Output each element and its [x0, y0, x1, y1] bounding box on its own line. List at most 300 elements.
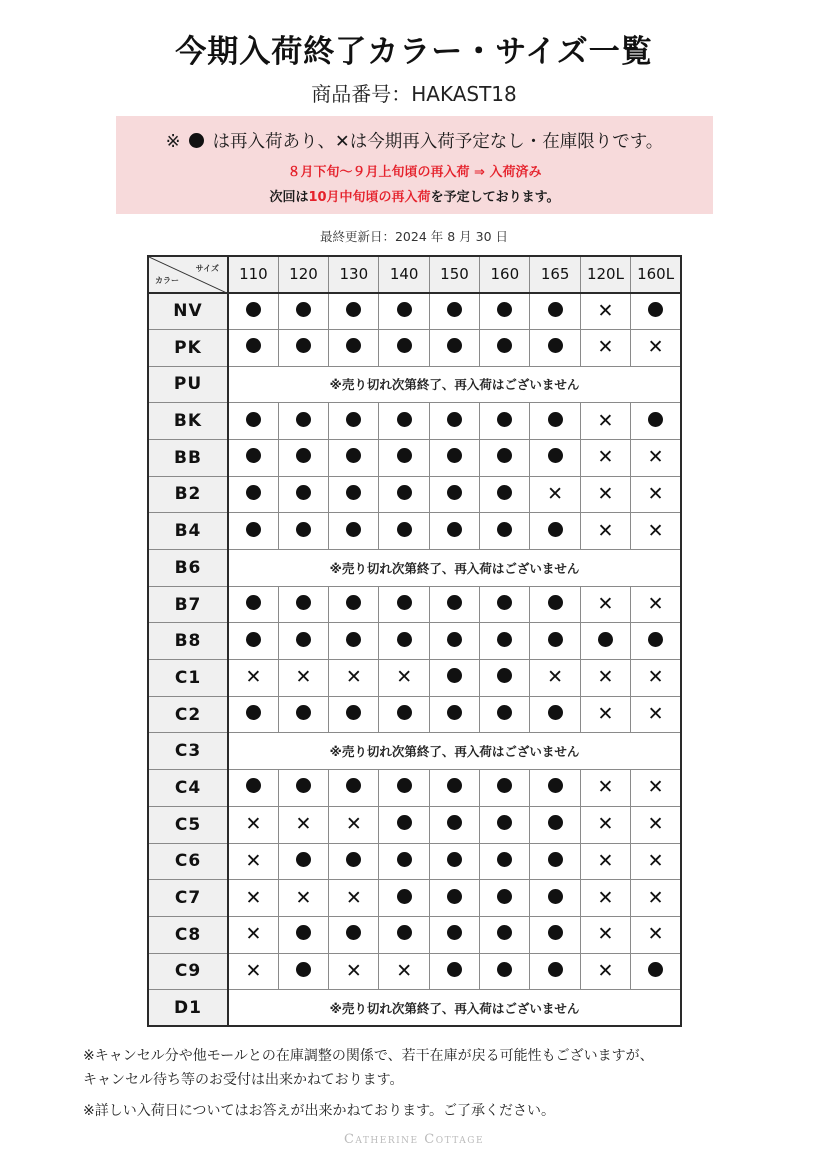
size-header: 140: [379, 256, 429, 293]
notice-legend-text: は再入荷あり、✕は今期再入荷予定なし・在庫限りです。: [212, 132, 664, 152]
stock-cell: [580, 916, 630, 953]
page-title: 今期入荷終了カラー・サイズ一覧: [175, 34, 653, 70]
stock-cell: [278, 476, 328, 513]
stock-cell: [429, 293, 479, 330]
filled-circle-icon: [497, 705, 512, 720]
filled-circle-icon: [447, 632, 462, 647]
stock-cell: [228, 623, 278, 660]
stock-cell: [278, 880, 328, 917]
color-code: PU: [148, 366, 228, 403]
stock-cell: [580, 843, 630, 880]
stock-cell: [580, 439, 630, 476]
stock-cell: [329, 696, 379, 733]
stock-cell: [278, 806, 328, 843]
color-code: C9: [148, 953, 228, 990]
stock-cell: [278, 329, 328, 366]
stock-cell: [379, 953, 429, 990]
table-row: [148, 880, 681, 917]
filled-circle-icon: [548, 632, 563, 647]
stock-cell: [278, 623, 328, 660]
filled-circle-icon: [648, 302, 663, 317]
table-header-row: [148, 256, 681, 293]
stock-cell: [228, 880, 278, 917]
size-header: 120: [278, 256, 328, 293]
filled-circle-icon: [296, 522, 311, 537]
stock-cell: [530, 880, 580, 917]
filled-circle-icon: [447, 962, 462, 977]
color-code: C8: [148, 916, 228, 953]
stock-cell: [631, 293, 681, 330]
stock-cell: [480, 476, 530, 513]
stock-cell: [329, 513, 379, 550]
filled-circle-icon: [548, 815, 563, 830]
cross-icon: ✕: [547, 666, 564, 689]
stock-cell: [631, 439, 681, 476]
cross-icon: ✕: [597, 409, 614, 432]
cross-icon: ✕: [597, 299, 614, 322]
stock-cell: [429, 953, 479, 990]
stock-cell: [329, 953, 379, 990]
filled-circle-icon: [246, 705, 261, 720]
filled-circle-icon: [497, 302, 512, 317]
stock-cell: [429, 696, 479, 733]
stock-cell: [228, 660, 278, 697]
stock-cell: [429, 476, 479, 513]
filled-circle-icon: [296, 852, 311, 867]
stock-cell: [278, 770, 328, 807]
cross-icon: ✕: [345, 813, 362, 836]
size-header: 110: [228, 256, 278, 293]
size-header: 130: [329, 256, 379, 293]
filled-circle-icon: [497, 778, 512, 793]
stock-cell: [278, 403, 328, 440]
filled-circle-icon: [497, 668, 512, 683]
stock-cell: [429, 329, 479, 366]
stock-cell: [278, 843, 328, 880]
filled-circle-icon: [497, 925, 512, 940]
color-code: PK: [148, 329, 228, 366]
cross-icon: ✕: [245, 886, 262, 909]
filled-circle-icon: [397, 412, 412, 427]
corner-header: [148, 256, 228, 293]
stock-cell: [580, 770, 630, 807]
color-code: C4: [148, 770, 228, 807]
stock-cell: [228, 770, 278, 807]
stock-cell: [480, 843, 530, 880]
color-code: B2: [148, 476, 228, 513]
notice-legend-line: [116, 128, 713, 153]
filled-circle-icon: [548, 705, 563, 720]
stock-cell: [278, 439, 328, 476]
filled-circle-icon: [447, 705, 462, 720]
stock-cell: [379, 843, 429, 880]
cross-icon: ✕: [647, 813, 664, 836]
filled-circle-icon: [296, 925, 311, 940]
filled-circle-icon: [296, 632, 311, 647]
filled-circle-icon: [397, 925, 412, 940]
footer-note-arrival: ※詳しい入荷日についてはお答えが出来かねております。ご了承ください。: [83, 1103, 555, 1119]
stock-cell: [631, 953, 681, 990]
stock-cell: [580, 476, 630, 513]
filled-circle-icon: [346, 595, 361, 610]
stock-cell: [379, 880, 429, 917]
filled-circle-icon: [497, 448, 512, 463]
stock-cell: [429, 806, 479, 843]
stock-cell: [631, 329, 681, 366]
cross-icon: ✕: [647, 666, 664, 689]
filled-circle-icon: [548, 448, 563, 463]
stock-cell: [480, 770, 530, 807]
filled-circle-icon: [447, 852, 462, 867]
stock-cell: [530, 623, 580, 660]
filled-circle-icon: [548, 302, 563, 317]
footer-note-cancel: [83, 1044, 654, 1092]
stock-cell: [278, 586, 328, 623]
stock-cell: [631, 806, 681, 843]
notice-next-restock: [116, 186, 713, 205]
stock-cell: [429, 623, 479, 660]
filled-circle-icon: [598, 632, 613, 647]
filled-circle-icon: [397, 889, 412, 904]
filled-circle-icon: [246, 632, 261, 647]
stock-cell: [429, 403, 479, 440]
notice-box: [116, 116, 713, 214]
stock-cell: [480, 403, 530, 440]
stock-cell: [480, 880, 530, 917]
stock-cell: [580, 660, 630, 697]
color-code: C7: [148, 880, 228, 917]
stock-cell: [631, 660, 681, 697]
filled-circle-icon: [548, 522, 563, 537]
cross-icon: ✕: [245, 849, 262, 872]
stock-cell: [530, 586, 580, 623]
table-row: [148, 586, 681, 623]
table-row: [148, 513, 681, 550]
stock-cell: [228, 329, 278, 366]
stock-cell: [580, 293, 630, 330]
filled-circle-icon: [548, 778, 563, 793]
stock-cell: [278, 953, 328, 990]
notice-next-part2: を予定しております。: [430, 190, 560, 205]
stock-cell: [379, 916, 429, 953]
notice-note-mark: ※: [165, 132, 181, 152]
stock-cell: [530, 770, 580, 807]
stock-cell: [429, 770, 479, 807]
stock-cell: [480, 916, 530, 953]
stock-cell: [329, 439, 379, 476]
cross-icon: ✕: [597, 959, 614, 982]
stock-cell: [228, 696, 278, 733]
color-code: B8: [148, 623, 228, 660]
cross-icon: ✕: [647, 703, 664, 726]
filled-circle-icon: [296, 778, 311, 793]
stock-cell: [580, 623, 630, 660]
stock-cell: [329, 293, 379, 330]
table-row: [148, 806, 681, 843]
stock-cell: [278, 660, 328, 697]
filled-circle-icon: [548, 412, 563, 427]
filled-circle-icon: [497, 889, 512, 904]
stock-cell: [631, 513, 681, 550]
cross-icon: ✕: [597, 446, 614, 469]
corner-color-label: カラー: [155, 275, 179, 285]
stock-cell: [329, 916, 379, 953]
corner-size-label: サイズ: [195, 264, 219, 273]
stock-cell: [580, 513, 630, 550]
filled-circle-icon: [548, 338, 563, 353]
color-code: BK: [148, 403, 228, 440]
cross-icon: ✕: [245, 923, 262, 946]
sold-out-note: ※売り切れ次第終了、再入荷はございません: [228, 366, 681, 403]
stock-cell: [329, 586, 379, 623]
filled-circle-icon: [548, 595, 563, 610]
filled-circle-icon: [246, 338, 261, 353]
filled-circle-icon: [648, 412, 663, 427]
filled-circle-icon: [447, 668, 462, 683]
stock-cell: [631, 696, 681, 733]
stock-cell: [278, 916, 328, 953]
filled-circle-icon: [246, 302, 261, 317]
stock-cell: [228, 916, 278, 953]
filled-circle-icon: [397, 522, 412, 537]
stock-cell: [480, 329, 530, 366]
stock-cell: [429, 916, 479, 953]
stock-cell: [580, 586, 630, 623]
stock-cell: [379, 513, 429, 550]
size-header: 120L: [580, 256, 630, 293]
color-code: C5: [148, 806, 228, 843]
stock-cell: [228, 953, 278, 990]
filled-circle-icon: [346, 302, 361, 317]
filled-circle-icon: [497, 522, 512, 537]
filled-circle-icon: [296, 338, 311, 353]
color-code: B4: [148, 513, 228, 550]
sold-out-note: ※売り切れ次第終了、再入荷はございません: [228, 733, 681, 770]
color-code: D1: [148, 990, 228, 1027]
cross-icon: ✕: [547, 482, 564, 505]
filled-circle-icon: [346, 485, 361, 500]
stock-cell: [379, 586, 429, 623]
size-header: 150: [429, 256, 479, 293]
stock-cell: [530, 953, 580, 990]
filled-circle-icon: [346, 448, 361, 463]
stock-cell: [379, 770, 429, 807]
filled-circle-icon: [346, 338, 361, 353]
filled-circle-icon: [296, 595, 311, 610]
filled-circle-icon: [189, 133, 204, 148]
product-number: 商品番号：HAKAST18: [311, 82, 517, 106]
cross-icon: ✕: [597, 813, 614, 836]
filled-circle-icon: [246, 778, 261, 793]
filled-circle-icon: [397, 778, 412, 793]
filled-circle-icon: [397, 705, 412, 720]
filled-circle-icon: [497, 412, 512, 427]
filled-circle-icon: [447, 595, 462, 610]
cross-icon: ✕: [647, 849, 664, 872]
filled-circle-icon: [296, 448, 311, 463]
table-row: [148, 696, 681, 733]
filled-circle-icon: [548, 962, 563, 977]
notice-next-part1: 次回は: [269, 190, 309, 205]
filled-circle-icon: [497, 485, 512, 500]
stock-cell: [329, 880, 379, 917]
cross-icon: ✕: [647, 446, 664, 469]
stock-cell: [228, 293, 278, 330]
filled-circle-icon: [397, 338, 412, 353]
filled-circle-icon: [346, 632, 361, 647]
cross-icon: ✕: [245, 959, 262, 982]
cross-icon: ✕: [597, 703, 614, 726]
color-code: C6: [148, 843, 228, 880]
filled-circle-icon: [246, 595, 261, 610]
table-row: [148, 329, 681, 366]
filled-circle-icon: [397, 302, 412, 317]
stock-cell: [329, 476, 379, 513]
cross-icon: ✕: [597, 886, 614, 909]
cross-icon: ✕: [647, 519, 664, 542]
stock-cell: [379, 660, 429, 697]
stock-cell: [480, 696, 530, 733]
color-code: C3: [148, 733, 228, 770]
cross-icon: ✕: [647, 776, 664, 799]
notice-restock-status: ８月下旬～９月上旬頃の再入荷 ⇒ 入荷済み: [287, 165, 542, 180]
filled-circle-icon: [296, 302, 311, 317]
stock-cell: [530, 403, 580, 440]
cross-icon: ✕: [647, 923, 664, 946]
color-code: C2: [148, 696, 228, 733]
filled-circle-icon: [346, 522, 361, 537]
cross-icon: ✕: [245, 813, 262, 836]
stock-cell: [329, 660, 379, 697]
stock-cell: [278, 293, 328, 330]
cross-icon: ✕: [597, 336, 614, 359]
stock-cell: [530, 916, 580, 953]
stock-cell: [631, 623, 681, 660]
stock-cell: [530, 439, 580, 476]
stock-cell: [329, 623, 379, 660]
stock-cell: [329, 770, 379, 807]
stock-cell: [631, 476, 681, 513]
sold-out-note: ※売り切れ次第終了、再入荷はございません: [228, 990, 681, 1027]
filled-circle-icon: [246, 485, 261, 500]
table-row: [148, 550, 681, 587]
stock-cell: [379, 623, 429, 660]
filled-circle-icon: [497, 852, 512, 867]
stock-cell: [379, 696, 429, 733]
filled-circle-icon: [548, 925, 563, 940]
stock-cell: [580, 329, 630, 366]
filled-circle-icon: [447, 412, 462, 427]
stock-cell: [329, 843, 379, 880]
filled-circle-icon: [397, 485, 412, 500]
stock-cell: [580, 953, 630, 990]
cross-icon: ✕: [597, 923, 614, 946]
color-code: NV: [148, 293, 228, 330]
stock-cell: [379, 476, 429, 513]
cross-icon: ✕: [597, 519, 614, 542]
filled-circle-icon: [296, 485, 311, 500]
filled-circle-icon: [346, 778, 361, 793]
filled-circle-icon: [497, 962, 512, 977]
filled-circle-icon: [346, 925, 361, 940]
cross-icon: ✕: [647, 482, 664, 505]
stock-cell: [631, 770, 681, 807]
stock-table: [147, 255, 682, 1027]
stock-cell: [580, 880, 630, 917]
filled-circle-icon: [346, 705, 361, 720]
stock-cell: [228, 843, 278, 880]
cross-icon: ✕: [345, 666, 362, 689]
stock-cell: [580, 403, 630, 440]
size-header: 160: [480, 256, 530, 293]
cross-icon: ✕: [597, 849, 614, 872]
filled-circle-icon: [548, 852, 563, 867]
filled-circle-icon: [397, 815, 412, 830]
stock-cell: [530, 806, 580, 843]
filled-circle-icon: [447, 925, 462, 940]
notice-next-highlight: 10月中旬頃の再入荷: [308, 190, 431, 205]
cross-icon: ✕: [396, 959, 413, 982]
stock-cell: [379, 806, 429, 843]
size-header: 160L: [631, 256, 681, 293]
stock-cell: [580, 806, 630, 843]
footer-note-cancel-line2: キャンセル待ち等のお受付は出来かねております。: [83, 1072, 404, 1088]
stock-cell: [480, 293, 530, 330]
filled-circle-icon: [346, 412, 361, 427]
filled-circle-icon: [497, 632, 512, 647]
cross-icon: ✕: [295, 886, 312, 909]
filled-circle-icon: [447, 302, 462, 317]
stock-cell: [530, 696, 580, 733]
stock-cell: [429, 880, 479, 917]
stock-cell: [429, 439, 479, 476]
last-updated: 最終更新日：2024 年 8 月 30 日: [319, 229, 509, 244]
stock-cell: [530, 660, 580, 697]
stock-cell: [480, 439, 530, 476]
filled-circle-icon: [447, 448, 462, 463]
table-row: [148, 623, 681, 660]
filled-circle-icon: [447, 338, 462, 353]
cross-icon: ✕: [647, 593, 664, 616]
stock-cell: [278, 513, 328, 550]
stock-cell: [530, 843, 580, 880]
cross-icon: ✕: [597, 666, 614, 689]
filled-circle-icon: [296, 412, 311, 427]
stock-cell: [228, 806, 278, 843]
sold-out-note: ※売り切れ次第終了、再入荷はございません: [228, 550, 681, 587]
table-row: [148, 476, 681, 513]
stock-cell: [631, 880, 681, 917]
stock-cell: [480, 953, 530, 990]
filled-circle-icon: [397, 852, 412, 867]
stock-cell: [228, 403, 278, 440]
table-row: [148, 843, 681, 880]
cross-icon: ✕: [647, 336, 664, 359]
stock-cell: [631, 843, 681, 880]
table-row: [148, 770, 681, 807]
filled-circle-icon: [497, 595, 512, 610]
cross-icon: ✕: [345, 886, 362, 909]
filled-circle-icon: [447, 778, 462, 793]
table-row: [148, 366, 681, 403]
cross-icon: ✕: [396, 666, 413, 689]
stock-cell: [530, 329, 580, 366]
table-row: [148, 953, 681, 990]
stock-cell: [631, 586, 681, 623]
filled-circle-icon: [246, 522, 261, 537]
stock-cell: [429, 513, 479, 550]
filled-circle-icon: [447, 889, 462, 904]
